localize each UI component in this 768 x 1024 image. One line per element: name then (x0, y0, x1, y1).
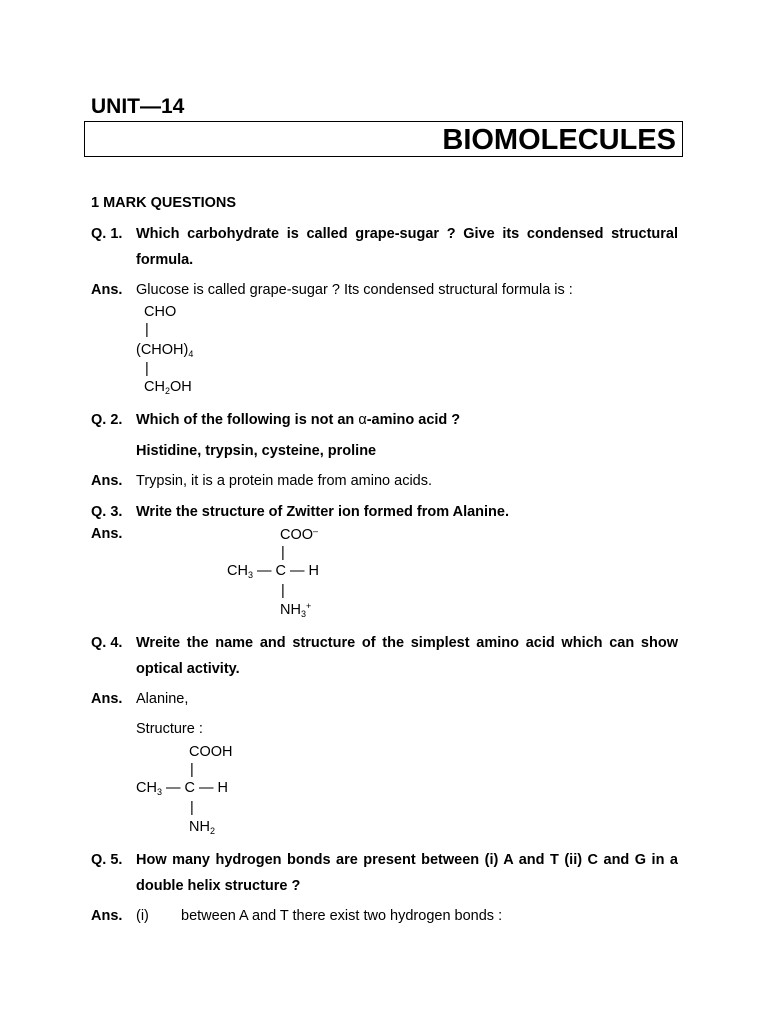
q5-answer-number: (i) (136, 908, 149, 924)
q4-answer: Alanine, (136, 691, 189, 707)
q5-text-line2: double helix structure ? (136, 878, 301, 894)
q3-formula-nh3: $NH_3^+$ (280, 601, 312, 619)
q2-options: Histidine, trypsin, cysteine, proline (136, 443, 377, 459)
q4-text-line2: optical activity. (136, 661, 240, 677)
q3-formula-chain: $CH_3$ — C — H (227, 563, 320, 580)
q5-text-line1: How many hydrogen bonds are present between (i) A and T (ii) C and G in a (136, 852, 678, 868)
q1-formula-bond: | (145, 322, 149, 338)
q4-structure-label: Structure : (136, 721, 203, 737)
q1-formula-cho: CHO (144, 304, 177, 320)
unit-heading: UNIT—14 (91, 95, 185, 118)
section-heading: 1 MARK QUESTIONS (91, 195, 237, 211)
q4-formula-bond: | (190, 762, 194, 778)
q1-label: Q. 1. (91, 226, 123, 242)
page-title: BIOMOLECULES (442, 124, 676, 156)
q5-ans-label: Ans. (91, 908, 123, 924)
q1-ans-label: Ans. (91, 282, 123, 298)
q1-formula-bond-2: | (145, 361, 149, 377)
q4-formula-cooh: COOH (189, 744, 233, 760)
q4-formula-chain: $CH_3$ — C — H (136, 780, 229, 797)
q1-text-line1: Which carbohydrate is called grape-sugar ? Give its condensed structural (136, 226, 678, 242)
q3-formula-bond-2: | (281, 583, 285, 599)
q3-formula-bond: | (281, 545, 285, 561)
title-box (84, 121, 683, 157)
q4-formula-bond-2: | (190, 800, 194, 816)
q5-answer: between A and T there exist two hydrogen bonds : (181, 908, 503, 924)
q3-text: Write the structure of Zwitter ion formed from Alanine. (136, 504, 509, 520)
q3-label: Q. 3. (91, 504, 123, 520)
q3-formula-coo: COO– (280, 526, 319, 543)
q1-text-line2: formula. (136, 252, 194, 268)
q4-ans-label: Ans. (91, 691, 123, 707)
q2-answer: Trypsin, it is a protein made from amino acids. (136, 473, 433, 489)
q4-label: Q. 4. (91, 635, 123, 651)
q2-text: Which of the following is not an α-amino acid ? (136, 412, 461, 428)
q1-formula-choh: $(CHOH)_4$ (136, 342, 194, 359)
q4-text-line1: Wreite the name and structure of the simplest amino acid which can show (136, 635, 678, 651)
q1-formula-ch2oh: $CH_2OH$ (144, 379, 192, 396)
q3-ans-label: Ans. (91, 526, 123, 542)
q1-answer: Glucose is called grape-sugar ? Its condensed structural formula is : (136, 282, 573, 298)
q2-label: Q. 2. (91, 412, 123, 428)
q4-formula-nh2: $NH_2$ (189, 819, 215, 836)
q5-label: Q. 5. (91, 852, 123, 868)
q2-ans-label: Ans. (91, 473, 123, 489)
